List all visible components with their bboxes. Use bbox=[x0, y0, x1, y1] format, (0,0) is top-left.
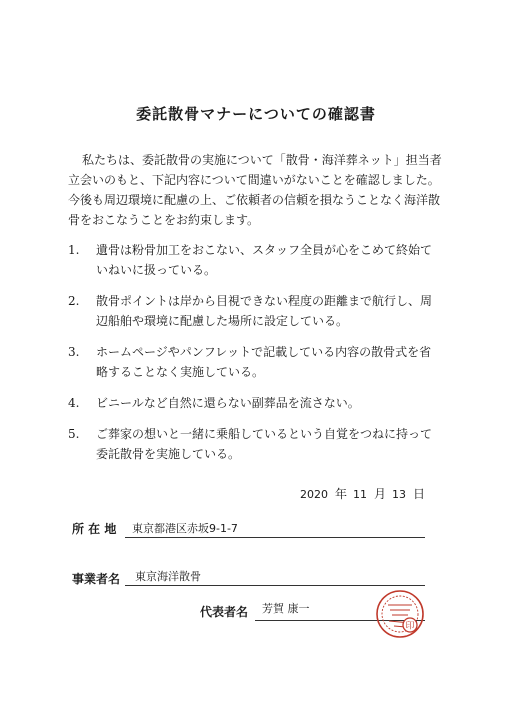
item-text: 遺骨は粉骨加工をおこない、スタッフ全員が心をこめて終始ていねいに扱っている。 bbox=[96, 243, 433, 277]
item-number: 3. bbox=[68, 345, 80, 359]
address-label: 所 在 地 bbox=[72, 522, 117, 536]
list-item bbox=[68, 240, 440, 280]
item-number: 4. bbox=[68, 396, 80, 410]
address-underline bbox=[125, 537, 425, 538]
company-underline bbox=[125, 585, 425, 586]
list-item bbox=[68, 424, 440, 464]
list-item bbox=[68, 291, 440, 331]
seal-mark-text: 印 bbox=[405, 621, 415, 632]
representative-label: 代表者名 bbox=[200, 605, 249, 619]
representative-value: 芳賀 康一 bbox=[262, 602, 310, 615]
document-title: 委託散骨マナーについての確認書 bbox=[136, 105, 376, 123]
date-month: 11 bbox=[353, 488, 368, 501]
intro-paragraph: 私たちは、委託散骨の実施について「散骨・海洋葬ネット」担当者立会いのもと、下記内容について間違いがないことを確認しました。今後も周辺環境に配慮の上、ご依頼者の信頼を損なうことなく海洋散骨をおこなうことをお約束します。 bbox=[68, 153, 442, 227]
confirmation-items-list bbox=[68, 240, 440, 475]
seal-stamp-icon bbox=[374, 588, 426, 640]
date-year-unit: 年 bbox=[335, 487, 348, 501]
list-item bbox=[68, 342, 440, 382]
item-number: 5. bbox=[68, 427, 80, 441]
date-year: 2020 bbox=[300, 488, 328, 501]
date-day: 13 bbox=[392, 488, 407, 501]
address-value: 東京都港区赤坂9-1-7 bbox=[132, 522, 238, 535]
item-number: 1. bbox=[68, 243, 80, 257]
list-item bbox=[68, 393, 440, 413]
item-text: ホームページやパンフレットで記載している内容の散骨式を省略することなく実施している。 bbox=[96, 345, 432, 379]
item-text: ビニールなど自然に還らない副葬品を流さない。 bbox=[96, 396, 360, 410]
company-label: 事業者名 bbox=[72, 572, 121, 586]
date-day-unit: 日 bbox=[413, 487, 426, 501]
item-number: 2. bbox=[68, 294, 80, 308]
document-date bbox=[300, 485, 431, 502]
item-text: 散骨ポイントは岸から目視できない程度の距離まで航行し、周辺船舶や環境に配慮した場所に設定している。 bbox=[96, 294, 433, 328]
date-month-unit: 月 bbox=[374, 487, 387, 501]
item-text: ご葬家の想いと一緒に乗船しているという自覚をつねに持って委託散骨を実施している。 bbox=[96, 427, 433, 461]
company-value: 東京海洋散骨 bbox=[135, 570, 201, 583]
